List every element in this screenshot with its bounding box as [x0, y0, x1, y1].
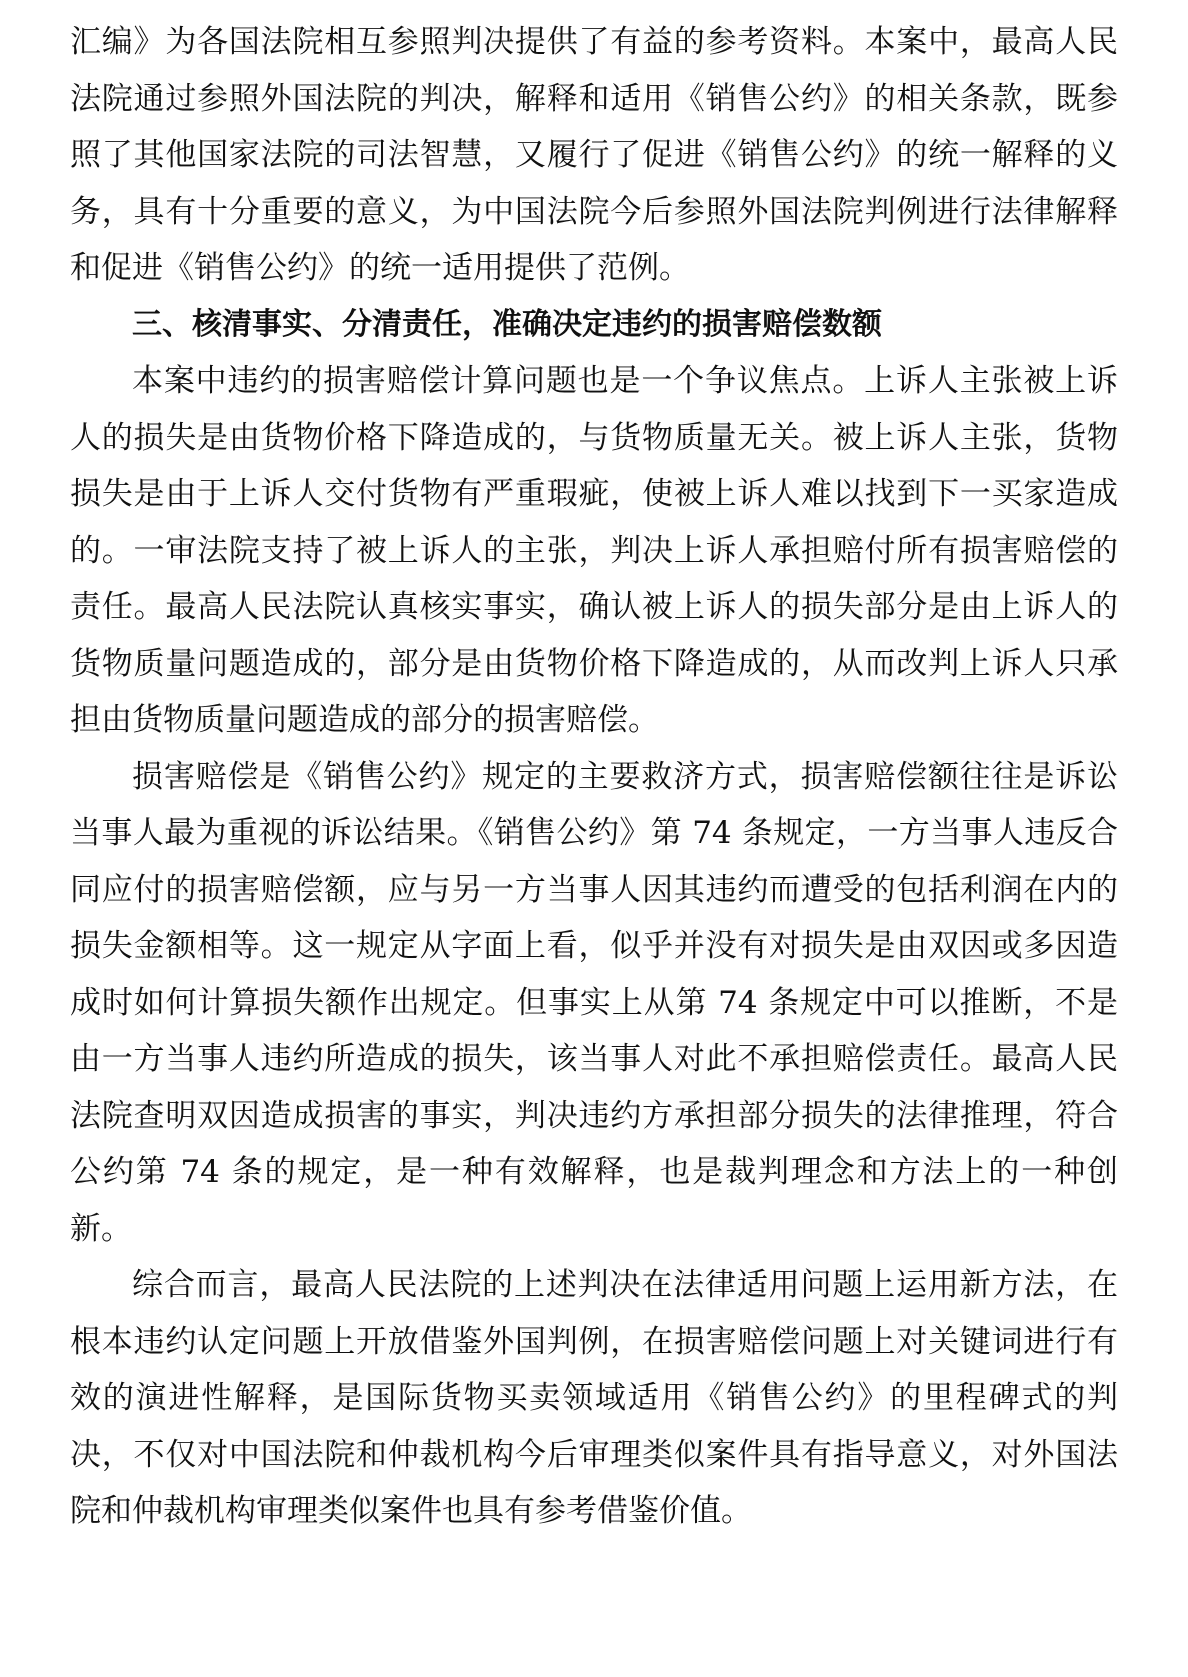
section-heading: 三、核清事实、分清责任，准确决定违约的损害赔偿数额: [132, 306, 882, 342]
paragraph-damages-dispute: 本案中违约的损害赔偿计算问题也是一个争议焦点。上诉人主张被上诉人的损失是由货物价格下降造成的，与货物质量无关。被上诉人主张，货物损失是由于上诉人交付货物有严重瑕疵，使被上诉人难以找到下一买家造成的。一审法院支持了被上诉人的主张，判决上诉人承担赔付所有损害赔偿的责任。最高人民法院认真核实事实，确认被上诉人的损失部分是由上诉人的货物质量问题造成的，部分是由货物价格下降造成的，从而改判上诉人只承担由货物质量问题造成的部分的损害赔偿。: [70, 363, 1118, 738]
paragraph-conclusion: 综合而言，最高人民法院的上述判决在法律适用问题上运用新方法，在根本违约认定问题上开放借鉴外国判例，在损害赔偿问题上对关键词进行有效的演进性解释，是国际货物买卖领域适用《销售公约》的里程碑式的判决，不仅对中国法院和仲裁机构今后审理类似案件具有指导意义，对外国法院和仲裁机构审理类似案件也具有参考借鉴价值。: [70, 1267, 1118, 1529]
paragraph-article-74: 损害赔偿是《销售公约》规定的主要救济方式，损害赔偿额往往是诉讼当事人最为重视的诉讼结果。《销售公约》第 74 条规定，一方当事人违反合同应付的损害赔偿额，应与另一方当事人因其违约而遭受的包括利润在内的损失金额相等。这一规定从字面上看，似乎并没有对损失是由双因或多因造成时如何计算损失额作出规定。但事实上从第 74 条规定中可以推断，不是由一方当事人违约所造成的损失，该当事人对此不承担赔偿责任。最高人民法院查明双因造成损害的事实，判决违约方承担部分损失的法律推理，符合公约第 74 条的规定，是一种有效解释，也是裁判理念和方法上的一种创新。: [70, 758, 1118, 1247]
continued-paragraph: 汇编》为各国法院相互参照判决提供了有益的参考资料。本案中，最高人民法院通过参照外国法院的判决，解释和适用《销售公约》的相关条款，既参照了其他国家法院的司法智慧，又履行了促进《销售公约》的统一解释的义务，具有十分重要的意义，为中国法院今后参照外国法院判例进行法律解释和促进《销售公约》的统一适用提供了范例。: [70, 24, 1118, 286]
